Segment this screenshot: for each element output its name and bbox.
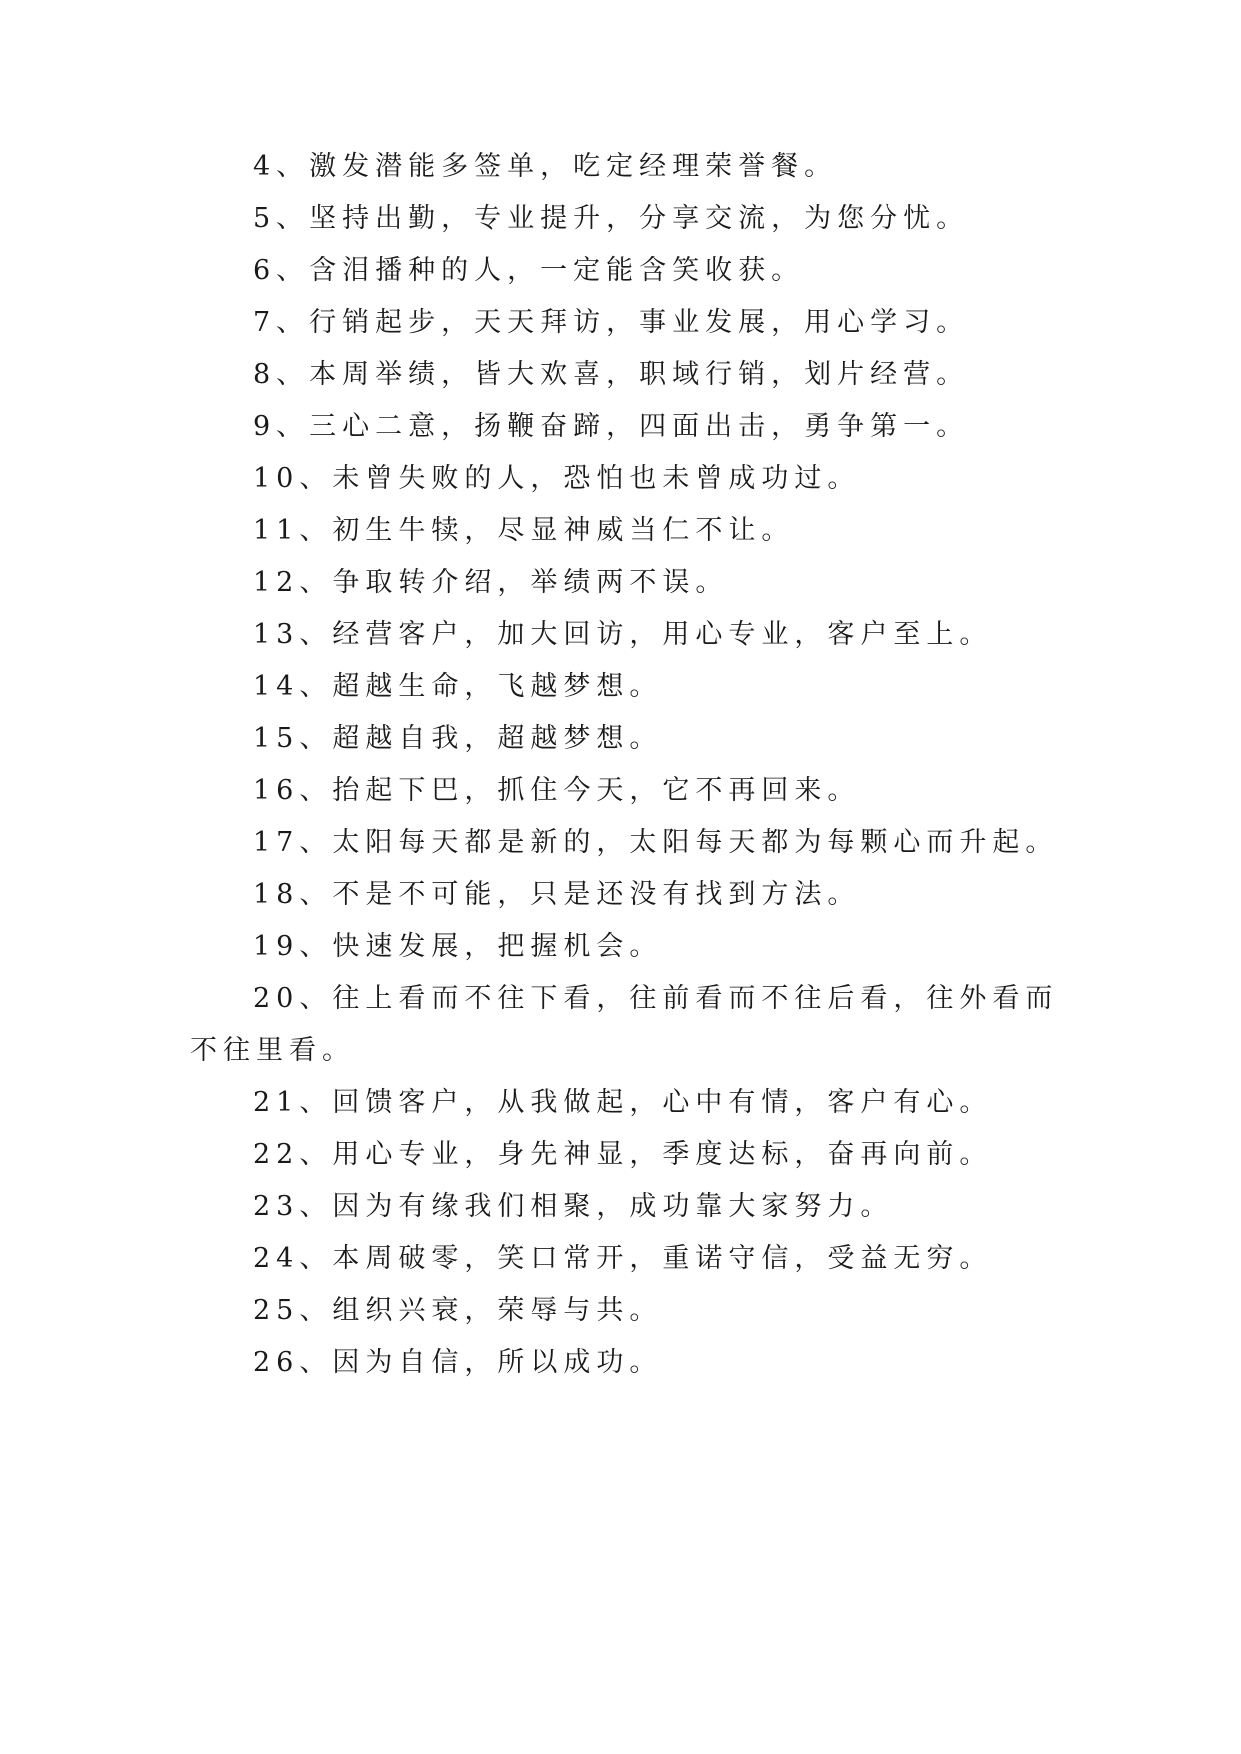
text-line: 14、超越生命，飞越梦想。 bbox=[253, 671, 663, 702]
text-line: 24、本周破零，笑口常开，重诺守信，受益无穷。 bbox=[253, 1243, 993, 1274]
text-line-continuation: 不往里看。 bbox=[190, 1035, 355, 1066]
text-line: 16、抬起下巴，抓住今天，它不再回来。 bbox=[253, 775, 861, 806]
text-line: 12、争取转介绍，举绩两不误。 bbox=[253, 567, 729, 598]
text-line: 9、三心二意，扬鞭奋蹄，四面出击，勇争第一。 bbox=[253, 411, 970, 442]
text-line: 5、坚持出勤，专业提升，分享交流，为您分忧。 bbox=[253, 203, 970, 234]
text-line: 25、组织兴衰，荣辱与共。 bbox=[253, 1295, 663, 1326]
text-line: 8、本周举绩，皆大欢喜，职域行销，划片经营。 bbox=[253, 359, 970, 390]
text-line: 21、回馈客户，从我做起，心中有情，客户有心。 bbox=[253, 1087, 993, 1118]
text-line: 13、经营客户，加大回访，用心专业，客户至上。 bbox=[253, 619, 993, 650]
text-line: 10、未曾失败的人，恐怕也未曾成功过。 bbox=[253, 463, 861, 494]
text-line: 26、因为自信，所以成功。 bbox=[253, 1347, 663, 1378]
text-line: 6、含泪播种的人，一定能含笑收获。 bbox=[253, 255, 805, 286]
text-line: 18、不是不可能，只是还没有找到方法。 bbox=[253, 879, 861, 910]
text-line: 17、太阳每天都是新的，太阳每天都为每颗心而升起。 bbox=[253, 827, 1059, 858]
text-line: 19、快速发展，把握机会。 bbox=[253, 931, 663, 962]
text-line: 20、往上看而不往下看，往前看而不往后看，往外看而 bbox=[253, 983, 1059, 1014]
text-line: 23、因为有缘我们相聚，成功靠大家努力。 bbox=[253, 1191, 894, 1222]
text-line: 22、用心专业，身先神显，季度达标，奋再向前。 bbox=[253, 1139, 993, 1170]
text-line: 11、初生牛犊，尽显神威当仁不让。 bbox=[253, 515, 795, 546]
text-line: 4、激发潜能多签单，吃定经理荣誉餐。 bbox=[253, 151, 838, 182]
text-line: 7、行销起步，天天拜访，事业发展，用心学习。 bbox=[253, 307, 970, 338]
text-line: 15、超越自我，超越梦想。 bbox=[253, 723, 663, 754]
